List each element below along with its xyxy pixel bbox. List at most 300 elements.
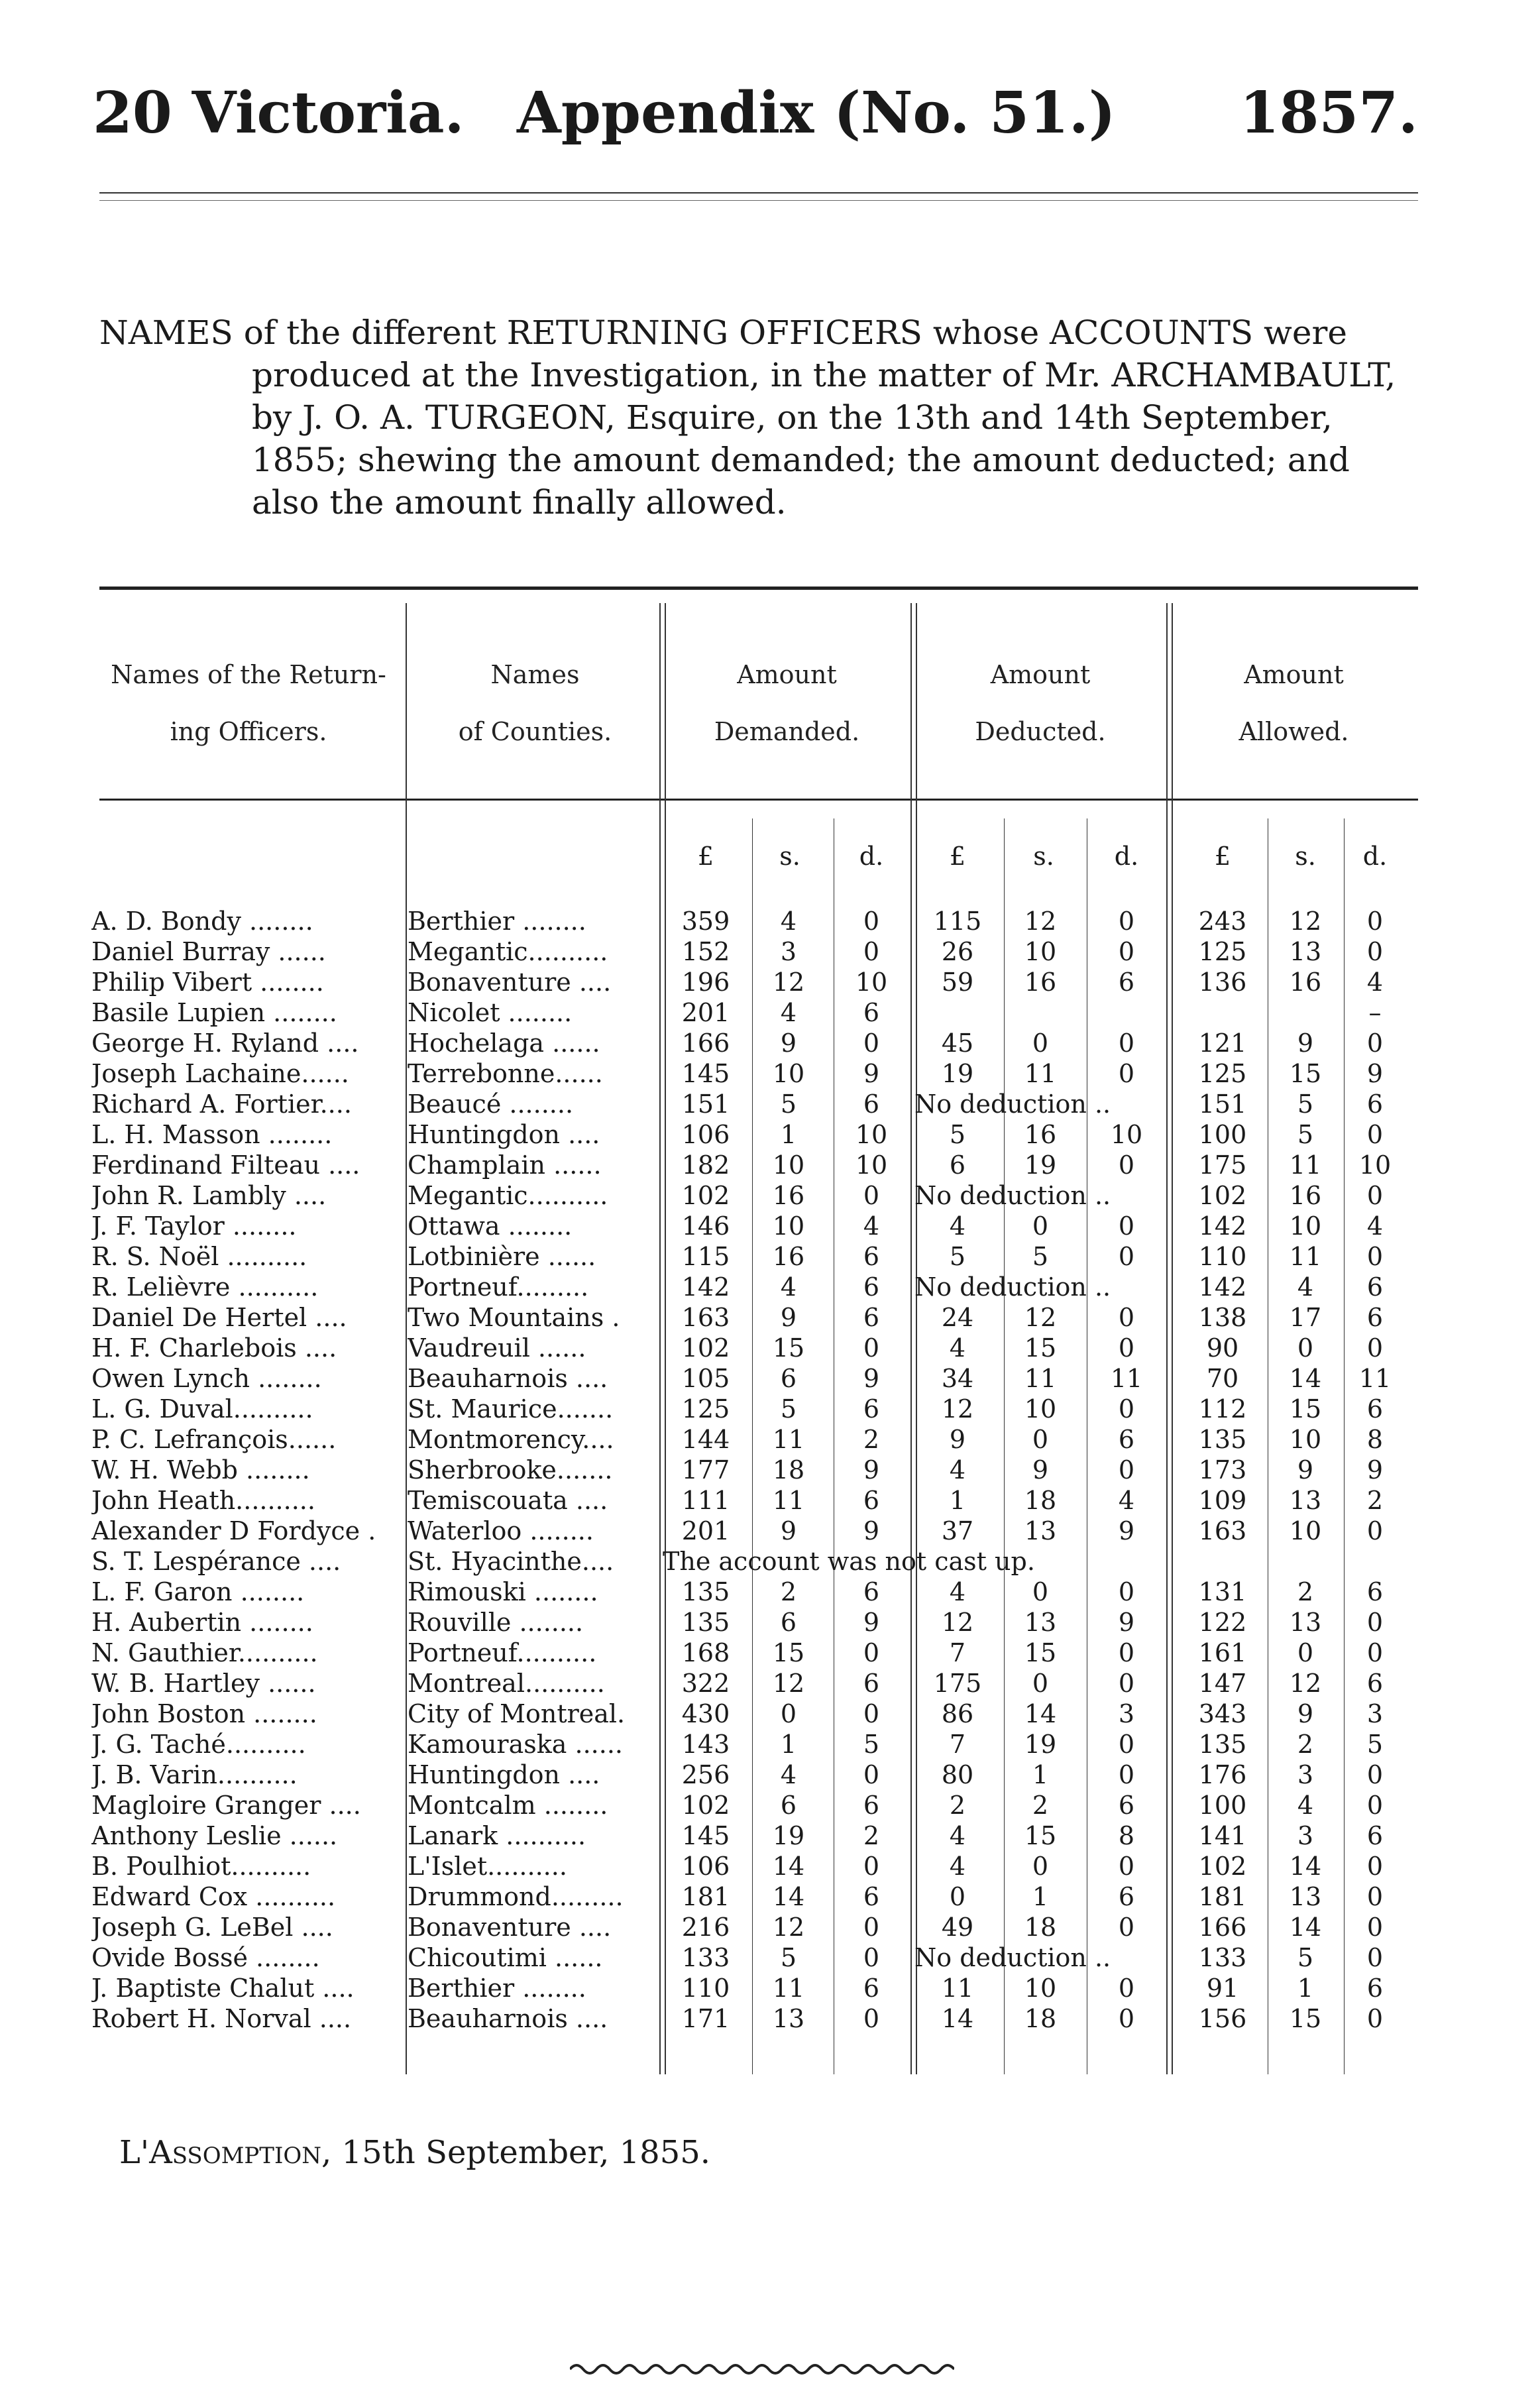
officer-name: Joseph G. LeBel .... [91, 1913, 333, 1942]
allowed-pence: 6 [1366, 1974, 1384, 2003]
demanded-pounds: 201 [681, 998, 730, 1027]
county-name: Rouville ........ [408, 1608, 584, 1637]
county-name: Lanark .......... [408, 1821, 586, 1850]
allowed-shillings: 14 [1289, 1852, 1322, 1881]
allowed-pence: 0 [1366, 1242, 1384, 1271]
demanded-shillings: 9 [780, 1029, 797, 1058]
allowed-pence: 0 [1366, 1181, 1384, 1210]
demanded-shillings: 1 [780, 1730, 797, 1759]
demanded-pence: 6 [863, 1486, 880, 1515]
allowed-pounds: 125 [1198, 1059, 1247, 1088]
demanded-shillings: 9 [780, 1303, 797, 1332]
demanded-pence: 6 [863, 1242, 880, 1271]
allowed-shillings: 2 [1297, 1730, 1314, 1759]
deducted-pounds: 0 [949, 1882, 966, 1911]
allowed-shillings: 15 [1289, 2004, 1322, 2033]
col-allowed-header [1170, 646, 1418, 760]
deducted-pence: 0 [1118, 1455, 1135, 1484]
unit-demanded-shillings: s. [779, 842, 800, 871]
allowed-pounds: 156 [1198, 2004, 1247, 2033]
demanded-shillings: 12 [772, 968, 805, 997]
officer-name: John R. Lambly .... [91, 1181, 327, 1210]
county-name: Beauharnois .... [408, 2004, 608, 2033]
officer-name: Daniel De Hertel .... [91, 1303, 347, 1332]
allowed-shillings: 10 [1289, 1211, 1322, 1241]
allowed-pence: 0 [1366, 1913, 1384, 1942]
allowed-pounds: 176 [1198, 1760, 1247, 1789]
deducted-shillings: 2 [1032, 1791, 1049, 1820]
demanded-shillings: 4 [780, 1272, 797, 1302]
allowed-pounds: 173 [1198, 1455, 1247, 1484]
allowed-pounds: 100 [1198, 1120, 1247, 1149]
demanded-shillings: 12 [772, 1669, 805, 1698]
table-row [0, 1638, 1540, 1668]
county-name: Berthier ........ [408, 907, 586, 936]
allowed-shillings: 14 [1289, 1364, 1322, 1393]
deducted-pence: 0 [1118, 1150, 1135, 1180]
officer-name: Owen Lynch ........ [91, 1364, 322, 1393]
demanded-pounds: 181 [681, 1882, 730, 1911]
demanded-pence: 6 [863, 998, 880, 1027]
county-name: St. Maurice....... [408, 1394, 614, 1424]
county-name: Huntingdon .... [408, 1760, 600, 1789]
demanded-shillings: 15 [772, 1638, 805, 1667]
demanded-shillings: 3 [780, 937, 797, 966]
header-year: 1857. [1239, 80, 1418, 146]
allowed-pence: 0 [1366, 1608, 1384, 1637]
table-top-rule [99, 587, 1418, 590]
deducted-pounds: 4 [949, 1455, 966, 1484]
allowed-pounds: 91 [1206, 1974, 1239, 2003]
county-name: Ottawa ........ [408, 1211, 573, 1241]
col-allowed-line1: Amount [1244, 660, 1344, 689]
allowed-pence: 0 [1366, 2004, 1384, 2033]
allowed-pence: 6 [1366, 1394, 1384, 1424]
deducted-pounds: 12 [941, 1394, 974, 1424]
allowed-shillings: 0 [1297, 1333, 1314, 1363]
deducted-pence: 3 [1118, 1699, 1135, 1728]
deducted-pence: 0 [1118, 1730, 1135, 1759]
demanded-pounds: 182 [681, 1150, 730, 1180]
officer-name: H. Aubertin ........ [91, 1608, 313, 1637]
deducted-pounds: 4 [949, 1577, 966, 1606]
allowed-shillings: 2 [1297, 1577, 1314, 1606]
county-name: Megantic.......... [408, 1181, 608, 1210]
county-name: Beaucé ........ [408, 1090, 574, 1119]
demanded-shillings: 4 [780, 998, 797, 1027]
deducted-shillings: 15 [1024, 1638, 1057, 1667]
officer-name: Anthony Leslie ...... [91, 1821, 338, 1850]
demanded-shillings: 1 [780, 1120, 797, 1149]
table-row [0, 1668, 1540, 1699]
deducted-pence: 0 [1118, 1303, 1135, 1332]
deducted-pence: 0 [1118, 1211, 1135, 1241]
table-row [0, 1455, 1540, 1485]
deducted-pence: 0 [1118, 1974, 1135, 2003]
demanded-pence: 4 [863, 1211, 880, 1241]
deducted-note: No deduction .. [914, 1090, 1111, 1119]
demanded-pounds: 102 [681, 1791, 730, 1820]
allowed-pounds: 135 [1198, 1425, 1247, 1454]
allowed-shillings: 15 [1289, 1059, 1322, 1088]
allowed-pence: 0 [1366, 1882, 1384, 1911]
deducted-pounds: 4 [949, 1852, 966, 1881]
demanded-pence: 0 [863, 1943, 880, 1972]
demanded-pounds: 135 [681, 1608, 730, 1637]
table-row [0, 967, 1540, 997]
county-name: St. Hyacinthe.... [408, 1547, 614, 1576]
ornament-squiggle [570, 2359, 954, 2379]
deducted-shillings: 13 [1024, 1608, 1057, 1637]
county-name: Portneuf......... [408, 1272, 589, 1302]
demanded-shillings: 13 [772, 2004, 805, 2033]
demanded-pence: 6 [863, 1394, 880, 1424]
demanded-pence: 6 [863, 1791, 880, 1820]
signature-line [119, 2134, 710, 2171]
allowed-pounds: 161 [1198, 1638, 1247, 1667]
county-name: Montmorency.... [408, 1425, 614, 1454]
unit-allowed-shillings: s. [1295, 842, 1316, 871]
demanded-pounds: 430 [681, 1699, 730, 1728]
deducted-pence: 0 [1118, 1029, 1135, 1058]
allowed-pounds: 138 [1198, 1303, 1247, 1332]
allowed-pence: 10 [1358, 1150, 1392, 1180]
col-counties-line2: of Counties. [458, 717, 612, 746]
allowed-pounds: 142 [1198, 1272, 1247, 1302]
allowed-shillings: 4 [1297, 1272, 1314, 1302]
deducted-pounds: 80 [941, 1760, 974, 1789]
demanded-pence: 0 [863, 907, 880, 936]
deducted-shillings: 10 [1024, 937, 1057, 966]
col-demanded-header [663, 646, 911, 760]
deducted-shillings: 0 [1032, 1425, 1049, 1454]
deducted-pounds: 37 [941, 1516, 974, 1545]
officer-name: Edward Cox .......... [91, 1882, 336, 1911]
officer-name: R. S. Noël .......... [91, 1242, 307, 1271]
county-name: Rimouski ........ [408, 1577, 598, 1606]
allowed-pounds: 147 [1198, 1669, 1247, 1698]
unit-deducted-shillings: s. [1033, 842, 1054, 871]
deducted-pence: 0 [1118, 1242, 1135, 1271]
table-row [0, 2003, 1540, 2034]
demanded-pounds: 106 [681, 1852, 730, 1881]
col-demanded-line2: Demanded. [714, 717, 860, 746]
deducted-pounds: 45 [941, 1029, 974, 1058]
allowed-pence: 6 [1366, 1090, 1384, 1119]
demanded-shillings: 14 [772, 1852, 805, 1881]
demanded-shillings: 10 [772, 1211, 805, 1241]
deducted-shillings: 12 [1024, 907, 1057, 936]
demanded-shillings: 9 [780, 1516, 797, 1545]
demanded-pounds: 177 [681, 1455, 730, 1484]
demanded-pounds: 146 [681, 1211, 730, 1241]
county-name: Waterloo ........ [408, 1516, 594, 1545]
allowed-pence: 9 [1366, 1059, 1384, 1088]
allowed-shillings: 13 [1289, 1882, 1322, 1911]
demanded-shillings: 0 [780, 1699, 797, 1728]
deducted-shillings: 0 [1032, 1211, 1049, 1241]
col-deducted-header [914, 646, 1166, 760]
officer-name: Alexander D Fordyce . [91, 1516, 376, 1545]
demanded-pence: 9 [863, 1608, 880, 1637]
deducted-shillings: 19 [1024, 1150, 1057, 1180]
demanded-pence: 0 [863, 1760, 880, 1789]
allowed-shillings: 16 [1289, 1181, 1322, 1210]
header-appendix: Appendix (No. 51.) [517, 80, 1116, 146]
deducted-pence: 0 [1118, 1852, 1135, 1881]
demanded-pounds: 115 [681, 1242, 730, 1271]
allowed-pence: 6 [1366, 1669, 1384, 1698]
demanded-shillings: 6 [780, 1608, 797, 1637]
allowed-pence: 8 [1366, 1425, 1384, 1454]
allowed-shillings: 11 [1289, 1242, 1322, 1271]
col-counties-header [408, 646, 663, 760]
table-title [99, 311, 1411, 524]
col-deducted-line1: Amount [990, 660, 1091, 689]
deducted-pence: 6 [1118, 968, 1135, 997]
deducted-shillings: 0 [1032, 1029, 1049, 1058]
deducted-shillings: 1 [1032, 1760, 1049, 1789]
demanded-shillings: 18 [772, 1455, 805, 1484]
allowed-pounds: 141 [1198, 1821, 1247, 1850]
demanded-pence: 6 [863, 1303, 880, 1332]
officer-name: Ovide Bossé ........ [91, 1943, 320, 1972]
allowed-pounds: 70 [1206, 1364, 1239, 1393]
deducted-pence: 0 [1118, 937, 1135, 966]
allowed-pounds: 102 [1198, 1181, 1247, 1210]
demanded-pounds: 111 [681, 1486, 730, 1515]
county-name: Bonaventure .... [408, 968, 612, 997]
deducted-pounds: 6 [949, 1150, 966, 1180]
deducted-shillings: 15 [1024, 1821, 1057, 1850]
demanded-shillings: 12 [772, 1913, 805, 1942]
demanded-pence: 0 [863, 2004, 880, 2033]
allowed-pence: 2 [1366, 1486, 1384, 1515]
allowed-shillings: 12 [1289, 907, 1322, 936]
officer-name: R. Lelièvre .......... [91, 1272, 319, 1302]
deducted-pounds: 26 [941, 937, 974, 966]
demanded-shillings: 2 [780, 1577, 797, 1606]
demanded-pounds: 196 [681, 968, 730, 997]
demanded-pounds: 142 [681, 1272, 730, 1302]
allowed-shillings: 10 [1289, 1516, 1322, 1545]
demanded-pence: 6 [863, 1577, 880, 1606]
county-name: Champlain ...... [408, 1150, 602, 1180]
demanded-pounds: 143 [681, 1730, 730, 1759]
table-row [0, 1363, 1540, 1394]
deducted-pounds: 14 [941, 2004, 974, 2033]
deducted-pounds: 24 [941, 1303, 974, 1332]
demanded-pounds: 359 [681, 907, 730, 936]
officer-name: Richard A. Fortier.... [91, 1090, 352, 1119]
demanded-pence: 0 [863, 1029, 880, 1058]
demanded-shillings: 6 [780, 1364, 797, 1393]
demanded-shillings: 11 [772, 1486, 805, 1515]
allowed-pence: 4 [1366, 1211, 1384, 1241]
deducted-shillings: 16 [1024, 968, 1057, 997]
table-row [0, 1912, 1540, 1942]
allowed-pounds: 110 [1198, 1242, 1247, 1271]
table-row [0, 1333, 1540, 1363]
demanded-shillings: 10 [772, 1150, 805, 1180]
demanded-pence: 5 [863, 1730, 880, 1759]
officer-name: B. Poulhiot.......... [91, 1852, 311, 1881]
officer-name: J. B. Varin.......... [91, 1760, 298, 1789]
demanded-pence: 10 [855, 1120, 888, 1149]
deducted-pounds: 59 [941, 968, 974, 997]
table-row [0, 1973, 1540, 2003]
table-row [0, 1516, 1540, 1546]
demanded-shillings: 16 [772, 1181, 805, 1210]
demanded-pounds: 145 [681, 1059, 730, 1088]
table-row [0, 936, 1540, 967]
demanded-shillings: 6 [780, 1791, 797, 1820]
deducted-pence: 4 [1118, 1486, 1135, 1515]
unit-deducted-pence: d. [1114, 842, 1139, 871]
col-officers-line2: ing Officers. [170, 717, 327, 746]
demanded-shillings: 15 [772, 1333, 805, 1363]
table-row [0, 1851, 1540, 1881]
officer-name: P. C. Lefrançois...... [91, 1425, 337, 1454]
col-allowed-line2: Allowed. [1238, 717, 1349, 746]
deducted-pounds: 4 [949, 1333, 966, 1363]
allowed-pence: 6 [1366, 1821, 1384, 1850]
demanded-pounds: 133 [681, 1943, 730, 1972]
allowed-shillings: 11 [1289, 1150, 1322, 1180]
allowed-pence: 0 [1366, 937, 1384, 966]
table-row [0, 1546, 1540, 1577]
demanded-pence: 9 [863, 1516, 880, 1545]
table-row [0, 1150, 1540, 1180]
deducted-shillings: 18 [1024, 1486, 1057, 1515]
allowed-pence: 0 [1366, 1791, 1384, 1820]
allowed-pence: 0 [1366, 1120, 1384, 1149]
table-row [0, 1302, 1540, 1333]
allowed-shillings: 9 [1297, 1699, 1314, 1728]
officer-name: J. G. Taché.......... [91, 1730, 306, 1759]
county-name: Nicolet ........ [408, 998, 573, 1027]
allowed-pounds: 125 [1198, 937, 1247, 966]
allowed-pounds: 121 [1198, 1029, 1247, 1058]
demanded-pounds: 102 [681, 1333, 730, 1363]
deducted-pence: 0 [1118, 1760, 1135, 1789]
deducted-shillings: 0 [1032, 1669, 1049, 1698]
county-name: Huntingdon .... [408, 1120, 600, 1149]
county-name: Lotbinière ...... [408, 1242, 596, 1271]
county-name: Two Mountains . [408, 1303, 620, 1332]
deducted-shillings: 13 [1024, 1516, 1057, 1545]
officer-name: J. Baptiste Chalut .... [91, 1974, 355, 2003]
officer-name: J. F. Taylor ........ [91, 1211, 297, 1241]
deducted-pence: 9 [1118, 1516, 1135, 1545]
deducted-pounds: 2 [949, 1791, 966, 1820]
deducted-pounds: 4 [949, 1821, 966, 1850]
demanded-pounds: 216 [681, 1913, 730, 1942]
deducted-shillings: 11 [1024, 1364, 1057, 1393]
deducted-pounds: 11 [941, 1974, 974, 2003]
allowed-pounds: 136 [1198, 968, 1247, 997]
officer-name: Joseph Lachaine...... [91, 1059, 349, 1088]
allowed-pounds: 142 [1198, 1211, 1247, 1241]
demanded-shillings: 10 [772, 1059, 805, 1088]
table-row [0, 1211, 1540, 1241]
table-row [0, 1820, 1540, 1851]
header-bottom-rule [99, 799, 1418, 801]
county-name: Megantic.......... [408, 937, 608, 966]
allowed-pence: 0 [1366, 1760, 1384, 1789]
demanded-shillings: 19 [772, 1821, 805, 1850]
allowed-shillings: 9 [1297, 1029, 1314, 1058]
demanded-pounds: 110 [681, 1974, 730, 2003]
deducted-pence: 0 [1118, 907, 1135, 936]
deducted-pounds: 4 [949, 1211, 966, 1241]
allowed-shillings: 13 [1289, 1486, 1322, 1515]
demanded-shillings: 4 [780, 907, 797, 936]
demanded-pence: 0 [863, 1913, 880, 1942]
allowed-pence: 6 [1366, 1272, 1384, 1302]
demanded-pence: 9 [863, 1364, 880, 1393]
demanded-pence: 0 [863, 1638, 880, 1667]
deducted-pounds: 34 [941, 1364, 974, 1393]
deducted-pounds: 19 [941, 1059, 974, 1088]
allowed-pence: 5 [1366, 1730, 1384, 1759]
header-rule-thin [99, 200, 1418, 201]
table-row [0, 1942, 1540, 1973]
deducted-note: No deduction .. [914, 1272, 1111, 1302]
officer-name: S. T. Lespérance .... [91, 1547, 341, 1576]
intro-paragraph: NAMES of the different RETURNING OFFICERS whose ACCOUNTS were produced at the Investigation, in the matter of Mr. ARCHAMBAULT, by J. O. A. TURGEON, Esquire, on the 13th and 14th September, 1855; shewing the amount demanded; the amount deducted; and also the amount finally allowed. [99, 313, 1396, 522]
table-row [0, 906, 1540, 936]
county-name: Portneuf.......... [408, 1638, 597, 1667]
demanded-shillings: 5 [780, 1090, 797, 1119]
county-name: Berthier ........ [408, 1974, 586, 2003]
allowed-pounds: 90 [1206, 1333, 1239, 1363]
table-row [0, 1729, 1540, 1760]
footer-place: L'Assomption, [119, 2134, 332, 2171]
deducted-shillings: 10 [1024, 1394, 1057, 1424]
col-counties-line1: Names [490, 660, 580, 689]
allowed-pence: 0 [1366, 1638, 1384, 1667]
demanded-pence: 10 [855, 968, 888, 997]
demanded-pence: 10 [855, 1150, 888, 1180]
demanded-shillings: 11 [772, 1974, 805, 2003]
officer-name: Philip Vibert ........ [91, 968, 324, 997]
allowed-pounds: 102 [1198, 1852, 1247, 1881]
col-officers-line1: Names of the Return- [111, 660, 386, 689]
unit-deducted-pounds: £ [949, 842, 966, 871]
county-name: Montreal.......... [408, 1669, 605, 1698]
demanded-pounds: 166 [681, 1029, 730, 1058]
allowed-pounds: 122 [1198, 1608, 1247, 1637]
county-name: Kamouraska ...... [408, 1730, 623, 1759]
deducted-pounds: 5 [949, 1120, 966, 1149]
demanded-shillings: 4 [780, 1760, 797, 1789]
demanded-pence: 9 [863, 1455, 880, 1484]
allowed-pounds: 163 [1198, 1516, 1247, 1545]
table-row [0, 997, 1540, 1028]
allowed-pence: 6 [1366, 1577, 1384, 1606]
deducted-pence: 0 [1118, 1394, 1135, 1424]
deducted-pence: 0 [1118, 1333, 1135, 1363]
allowed-shillings: 3 [1297, 1821, 1314, 1850]
allowed-shillings: 15 [1289, 1394, 1322, 1424]
allowed-pounds: 343 [1198, 1699, 1247, 1728]
header-session: 20 Victoria. [93, 80, 465, 146]
table-row [0, 1577, 1540, 1607]
deducted-pence: 0 [1118, 1913, 1135, 1942]
allowed-pounds: 151 [1198, 1090, 1247, 1119]
table-row [0, 1485, 1540, 1516]
